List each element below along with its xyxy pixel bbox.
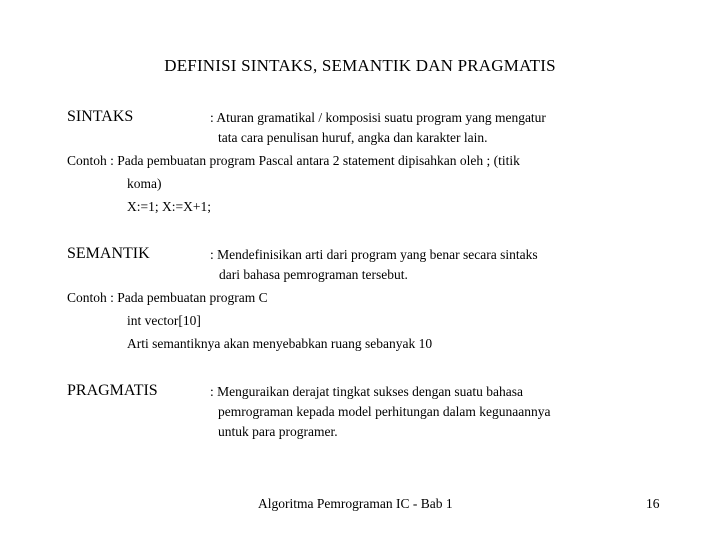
semantik-definition-line1: : Mendefinisikan arti dari program yang benar secara sintaks <box>210 247 538 262</box>
semantik-example-line3: Arti semantiknya akan menyebabkan ruang sebanyak 10 <box>127 336 433 351</box>
semantik-example-line1: Contoh : Pada pembuatan program C <box>67 290 268 305</box>
footer-course: Algoritma Pemrograman IC - Bab 1 <box>258 496 453 511</box>
sintaks-example-line1: Contoh : Pada pembuatan program Pascal antara 2 statement dipisahkan oleh ; (titik <box>67 153 520 168</box>
semantik-example-code: int vector[10] <box>127 313 201 328</box>
sintaks-example-code: X:=1; X:=X+1; <box>127 199 211 214</box>
pragmatis-definition-line3: untuk para programer. <box>218 424 338 439</box>
pragmatis-definition-line2: pemrograman kepada model perhitungan dalam kegunaannya <box>218 404 551 419</box>
page-number: 16 <box>646 496 660 511</box>
pragmatis-term: PRAGMATIS <box>67 382 158 399</box>
sintaks-example-line2: koma) <box>127 176 162 191</box>
semantik-definition-line2: dari bahasa pemrograman tersebut. <box>219 267 408 282</box>
sintaks-definition-line2: tata cara penulisan huruf, angka dan karakter lain. <box>218 130 488 145</box>
sintaks-term: SINTAKS <box>67 108 134 125</box>
page-title: DEFINISI SINTAKS, SEMANTIK DAN PRAGMATIS <box>164 56 556 75</box>
pragmatis-definition-line1: : Menguraikan derajat tingkat sukses dengan suatu bahasa <box>210 384 524 399</box>
sintaks-definition-line1: : Aturan gramatikal / komposisi suatu program yang mengatur <box>210 110 546 125</box>
semantik-term: SEMANTIK <box>67 245 150 262</box>
